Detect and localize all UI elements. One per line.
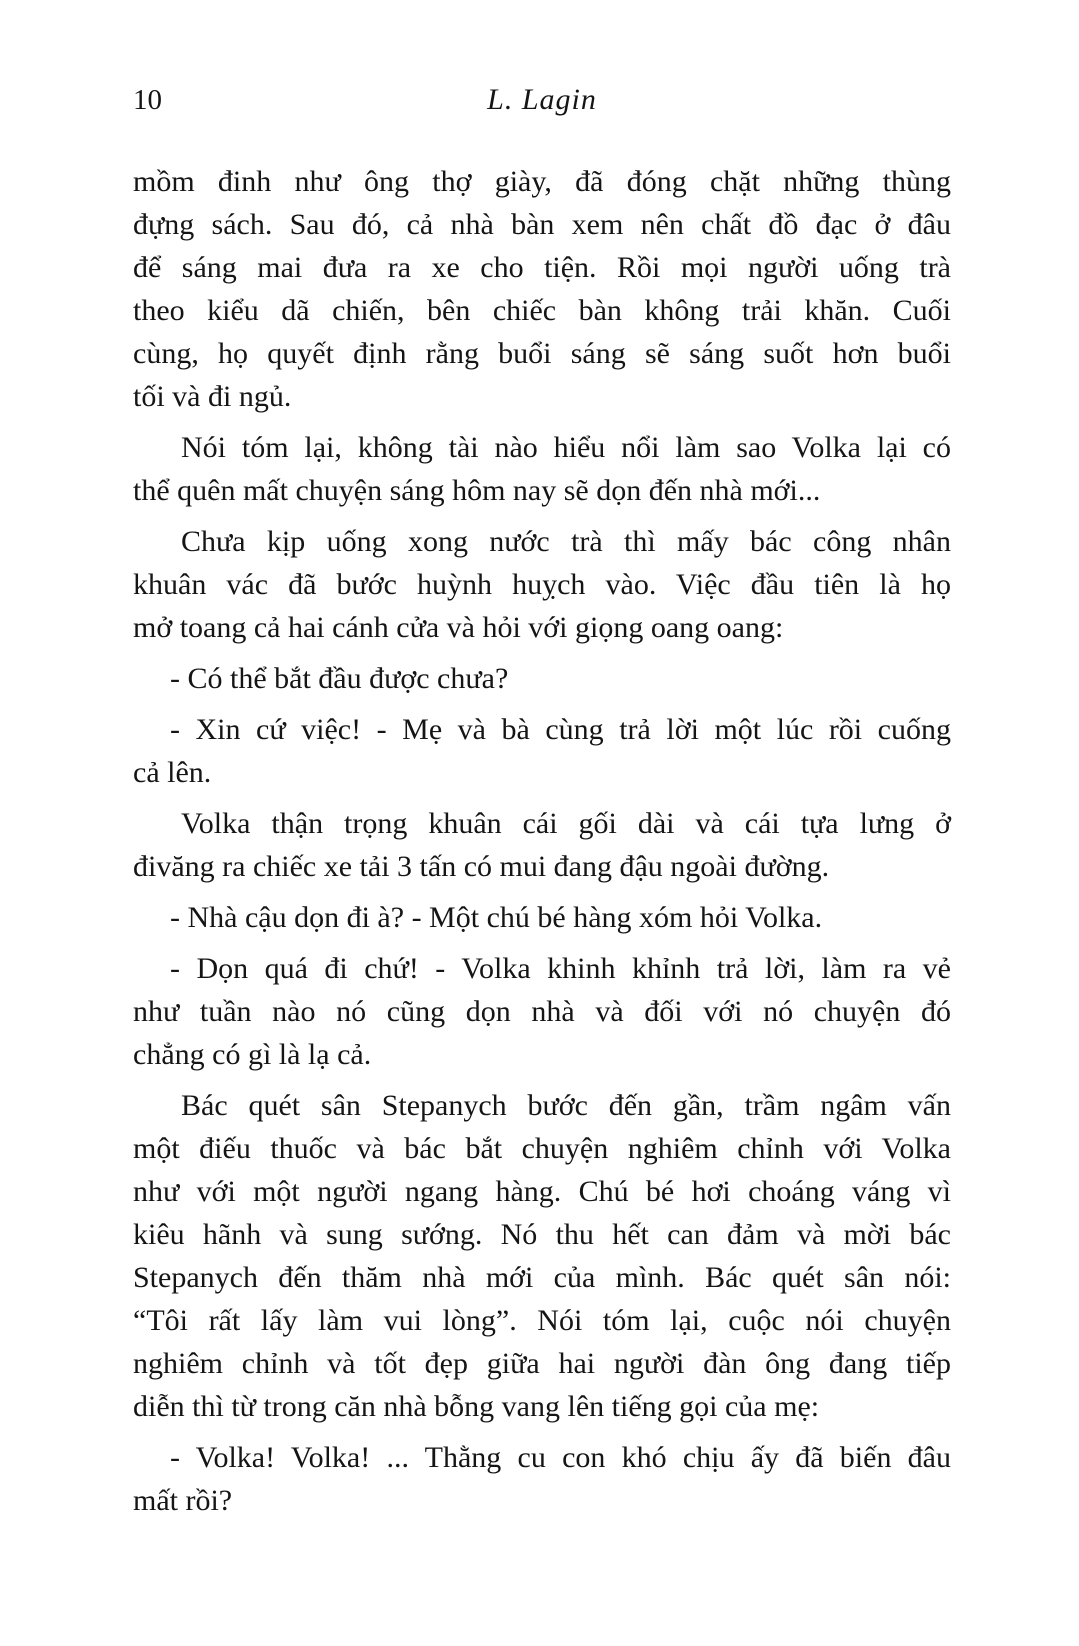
text-line: đivăng ra chiếc xe tải 3 tấn có mui đang đậu ngoài đường. — [133, 850, 830, 883]
paragraph — [133, 896, 951, 939]
page-body — [133, 160, 951, 1522]
paragraph — [133, 160, 951, 418]
text-line: tối và đi ngủ. — [133, 380, 292, 413]
text-line: nghiêm chỉnh và tốt đẹp giữa hai người đàn ông đang tiếp — [133, 1347, 951, 1380]
running-title: L. Lagin — [487, 83, 597, 116]
text-line: kiêu hãnh và sung sướng. Nó thu hết can đảm và mời bác — [133, 1218, 951, 1251]
text-line: cả lên. — [133, 756, 212, 789]
text-line: “Tôi rất lấy làm vui lòng”. Nói tóm lại, cuộc nói chuyện — [133, 1304, 951, 1337]
paragraph — [133, 426, 951, 512]
text-line: thể quên mất chuyện sáng hôm nay sẽ dọn đến nhà mới... — [133, 474, 821, 507]
text-line: như tuần nào nó cũng dọn nhà và đối với nó chuyện đó — [133, 995, 951, 1028]
text-line: - Có thể bắt đầu được chưa? — [170, 662, 509, 695]
text-line: Chưa kịp uống xong nước trà thì mấy bác công nhân — [181, 525, 951, 558]
paragraph — [133, 1436, 951, 1522]
text-line: Volka thận trọng khuân cái gối dài và cái tựa lưng ở — [181, 807, 951, 840]
text-line: - Volka! Volka! ... Thằng cu con khó chịu ấy đã biến đâu — [170, 1441, 951, 1474]
text-line: đựng sách. Sau đó, cả nhà bàn xem nên chất đồ đạc ở đâu — [133, 208, 951, 241]
paragraph — [133, 1084, 951, 1428]
text-line: cùng, họ quyết định rằng buổi sáng sẽ sáng suốt hơn buổi — [133, 337, 951, 370]
text-line: mở toang cả hai cánh cửa và hỏi với giọng oang oang: — [133, 611, 784, 644]
text-line: Stepanych đến thăm nhà mới của mình. Bác quét sân nói: — [133, 1261, 951, 1294]
paragraph — [133, 657, 951, 700]
text-line: - Dọn quá đi chứ! - Volka khinh khỉnh trả lời, làm ra vẻ — [170, 952, 951, 985]
text-line: theo kiểu dã chiến, bên chiếc bàn không trải khăn. Cuối — [133, 294, 951, 327]
text-line: chẳng có gì là lạ cả. — [133, 1038, 372, 1071]
text-line: - Nhà cậu dọn đi à? - Một chú bé hàng xóm hỏi Volka. — [170, 901, 823, 934]
text-line: một điếu thuốc và bác bắt chuyện nghiêm chỉnh với Volka — [133, 1132, 951, 1165]
text-line: - Xin cứ việc! - Mẹ và bà cùng trả lời một lúc rồi cuống — [170, 713, 951, 746]
text-line: khuân vác đã bước huỳnh huỵch vào. Việc đầu tiên là họ — [133, 568, 951, 601]
paragraph — [133, 708, 951, 794]
text-line: diễn thì từ trong căn nhà bỗng vang lên tiếng gọi của mẹ: — [133, 1390, 820, 1423]
text-line: mồm đinh như ông thợ giày, đã đóng chặt những thùng — [133, 165, 951, 198]
text-line: để sáng mai đưa ra xe cho tiện. Rồi mọi người uống trà — [133, 251, 951, 284]
page-number: 10 — [133, 84, 162, 116]
text-line: Bác quét sân Stepanych bước đến gần, trầm ngâm vấn — [181, 1089, 951, 1122]
page-header — [133, 82, 951, 118]
text-line: mất rồi? — [133, 1484, 233, 1517]
text-line: Nói tóm lại, không tài nào hiểu nổi làm sao Volka lại có — [181, 431, 951, 464]
paragraph — [133, 520, 951, 649]
paragraph — [133, 802, 951, 888]
text-line: như với một người ngang hàng. Chú bé hơi choáng váng vì — [133, 1175, 951, 1208]
paragraph — [133, 947, 951, 1076]
